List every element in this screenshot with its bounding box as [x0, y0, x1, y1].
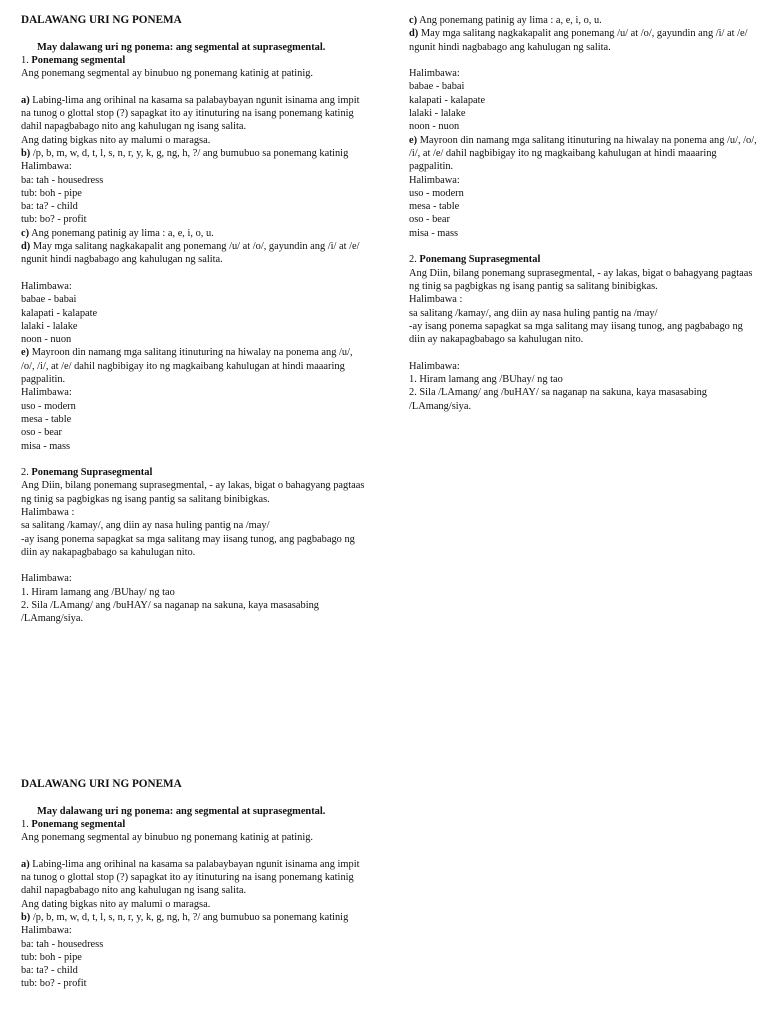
example-line: oso - bear: [21, 427, 62, 439]
item-d: [21, 240, 366, 267]
example-line: kalapati - kalapate: [409, 94, 486, 106]
halimbawa-label: Halimbawa:: [409, 68, 460, 80]
section-number: 2.: [21, 467, 29, 479]
item-b: [21, 147, 366, 160]
item-marker: b): [21, 147, 31, 159]
halimbawa-label: Halimbawa:: [21, 280, 72, 292]
section-description: Ang ponemang segmental ay binubuo ng ponemang katinig at patinig.: [21, 68, 314, 80]
example-line: noon - nuon: [21, 334, 72, 346]
example-line: tub: boh - pipe: [21, 951, 82, 963]
example-line: mesa - table: [21, 413, 72, 425]
example-line: 2. Sila /LAmang/ ang /buHAY/ sa naganap na sakuna, kaya masasabing /LAmang/siya.: [409, 387, 707, 412]
suprasegmental-description: Ang Diin, bilang ponemang suprasegmental, - ay lakas, bigat o bahagyang pagtaas ng tinig sa pagbigkas ng isang pantig sa salitang binibigkas.: [21, 480, 365, 505]
item-a-note: Ang dating bigkas nito ay malumi o maragsa.: [21, 898, 211, 910]
document-title: DALAWANG URI NG PONEMA: [21, 14, 182, 26]
example-line: misa - mass: [21, 440, 71, 452]
example-line: -ay isang ponema sapagkat sa mga salitang may iisang tunog, ang pagbabago ng diin ay nakapagbabago sa kahulugan nito.: [21, 533, 355, 558]
item-a: [21, 94, 366, 134]
item-marker: d): [409, 28, 419, 40]
item-text: Labing-lima ang orihinal na kasama sa palabaybayan ngunit isinama ang impit na tunog o glottal stop (?) sapagkat ito ay itinuturing na isang ponemang katinig dahil napagbabago nito ang kahulugan ng isang salita.: [21, 94, 360, 133]
example-line: ba: ta? - child: [21, 201, 78, 213]
example-line: -ay isang ponema sapagkat sa mga salitang may iisang tunog, ang pagbabago ng diin ay nakapagbabago sa kahulugan nito.: [409, 320, 743, 346]
item-text: Ang ponemang patinig ay lima : a, e, i, o, u.: [419, 15, 602, 26]
item-marker: b): [21, 911, 31, 923]
example-line: uso - modern: [409, 187, 464, 199]
intro-line: May dalawang uri ng ponema: ang segmental at suprasegmental.: [37, 41, 326, 53]
item-marker: e): [409, 134, 418, 146]
example-line: tub: boh - pipe: [21, 187, 82, 199]
example-line: misa - mass: [409, 227, 459, 239]
halimbawa-label: Halimbawa:: [21, 925, 72, 937]
example-line: sa salitang /kamay/, ang diin ay nasa huling pantig na /may/: [21, 520, 270, 532]
item-text: May mga salitang nagkakapalit ang ponemang /u/ at /o/, gayundin ang /i/ at /e/ ngunit hindi nagbabago ang kahulugan ng salita.: [409, 28, 748, 53]
example-line: kalapati - kalapate: [21, 307, 98, 319]
section-label: Ponemang segmental: [31, 54, 126, 66]
item-text: /p, b, m, w, d, t, l, s, n, r, y, k, g, ng, h, ?/ ang bumubuo sa ponemang katinig: [32, 911, 349, 923]
item-marker: a): [21, 858, 30, 870]
example-line: babae - babai: [21, 294, 77, 306]
right-column: [409, 14, 759, 413]
item-marker: e): [21, 347, 30, 359]
section-heading-suprasegmental: [409, 253, 759, 266]
item-marker: c): [21, 227, 30, 239]
suprasegmental-description: Ang Diin, bilang ponemang suprasegmental, - ay lakas, bigat o bahagyang pagtaas ng tinig sa pagbigkas ng isang pantig sa salitang binibigkas.: [409, 267, 753, 292]
example-line: 1. Hiram lamang ang /BUhay/ ng tao: [409, 374, 563, 386]
halimbawa-label: Halimbawa:: [21, 573, 72, 585]
section-label: Ponemang Suprasegmental: [31, 467, 153, 479]
section-label: Ponemang segmental: [31, 818, 126, 830]
item-marker: c): [409, 15, 418, 26]
left-column-top: [21, 14, 366, 626]
item-text: Mayroon din namang mga salitang itinuturing na hiwalay na ponema ang /u/, /o/, /i/, at /e/ dahil nagbibigay ito ng magkaibang kahulugan at hindi maaaring pagpalitin.: [21, 347, 353, 386]
section-number: 1.: [21, 54, 29, 66]
item-marker: a): [21, 94, 30, 106]
section-heading-suprasegmental: [21, 466, 366, 479]
example-line: ba: tah - housedress: [21, 938, 104, 950]
intro-line: May dalawang uri ng ponema: ang segmental at suprasegmental.: [37, 805, 326, 817]
item-a-note: Ang dating bigkas nito ay malumi o maragsa.: [21, 134, 211, 146]
example-line: 2. Sila /LAmang/ ang /buHAY/ sa naganap na sakuna, kaya masasabing /LAmang/siya.: [21, 600, 319, 625]
item-c: [21, 227, 366, 240]
section-heading-segmental: [21, 818, 366, 831]
example-line: oso - bear: [409, 214, 450, 226]
section-label: Ponemang Suprasegmental: [419, 254, 541, 266]
example-line: sa salitang /kamay/, ang diin ay nasa huling pantig na /may/: [409, 307, 658, 319]
example-line: noon - nuon: [409, 121, 460, 133]
left-column-bottom: [21, 778, 366, 991]
item-e: [21, 346, 366, 386]
section-number: 1.: [21, 818, 29, 830]
halimbawa-label: Halimbawa:: [409, 360, 460, 372]
halimbawa-label: Halimbawa :: [409, 294, 463, 306]
item-b: [21, 911, 366, 924]
example-line: ba: ta? - child: [21, 965, 78, 977]
example-line: tub: bo? - profit: [21, 978, 87, 990]
example-line: ba: tah - housedress: [21, 174, 104, 186]
example-line: uso - modern: [21, 400, 76, 412]
item-text: Mayroon din namang mga salitang itinuturing na hiwalay na ponema ang /u/, /o/, /i/, at /e/ dahil nagbibigay ito ng magkaibang kahulugan at hindi maaaring pagpalitin.: [409, 134, 757, 173]
example-line: babae - babai: [409, 81, 465, 93]
example-line: mesa - table: [409, 201, 460, 213]
halimbawa-label: Halimbawa:: [21, 387, 72, 399]
example-line: tub: bo? - profit: [21, 214, 87, 226]
section-heading-segmental: [21, 54, 366, 67]
example-line: lalaki - lalake: [409, 108, 466, 120]
halimbawa-label: Halimbawa:: [21, 161, 72, 173]
item-marker: d): [21, 241, 31, 253]
item-a: [21, 858, 366, 898]
item-d: [409, 27, 759, 54]
item-text: Ang ponemang patinig ay lima : a, e, i, o, u.: [31, 227, 214, 239]
section-description: Ang ponemang segmental ay binubuo ng ponemang katinig at patinig.: [21, 832, 314, 844]
halimbawa-label: Halimbawa :: [21, 506, 75, 518]
item-e: [409, 134, 759, 174]
section-number: 2.: [409, 254, 417, 266]
item-text: Labing-lima ang orihinal na kasama sa palabaybayan ngunit isinama ang impit na tunog o glottal stop (?) sapagkat ito ay itinuturing na isang ponemang katinig dahil napagbabago nito ang kahulugan ng isang salita.: [21, 858, 360, 897]
item-c: [409, 14, 759, 27]
item-text: May mga salitang nagkakapalit ang ponemang /u/ at /o/, gayundin ang /i/ at /e/ ngunit hindi nagbabago ang kahulugan ng salita.: [21, 241, 360, 266]
example-line: lalaki - lalake: [21, 320, 78, 332]
document-title: DALAWANG URI NG PONEMA: [21, 778, 182, 790]
item-text: /p, b, m, w, d, t, l, s, n, r, y, k, g, ng, h, ?/ ang bumubuo sa ponemang katinig: [32, 147, 349, 159]
example-line: 1. Hiram lamang ang /BUhay/ ng tao: [21, 586, 175, 598]
halimbawa-label: Halimbawa:: [409, 174, 460, 186]
